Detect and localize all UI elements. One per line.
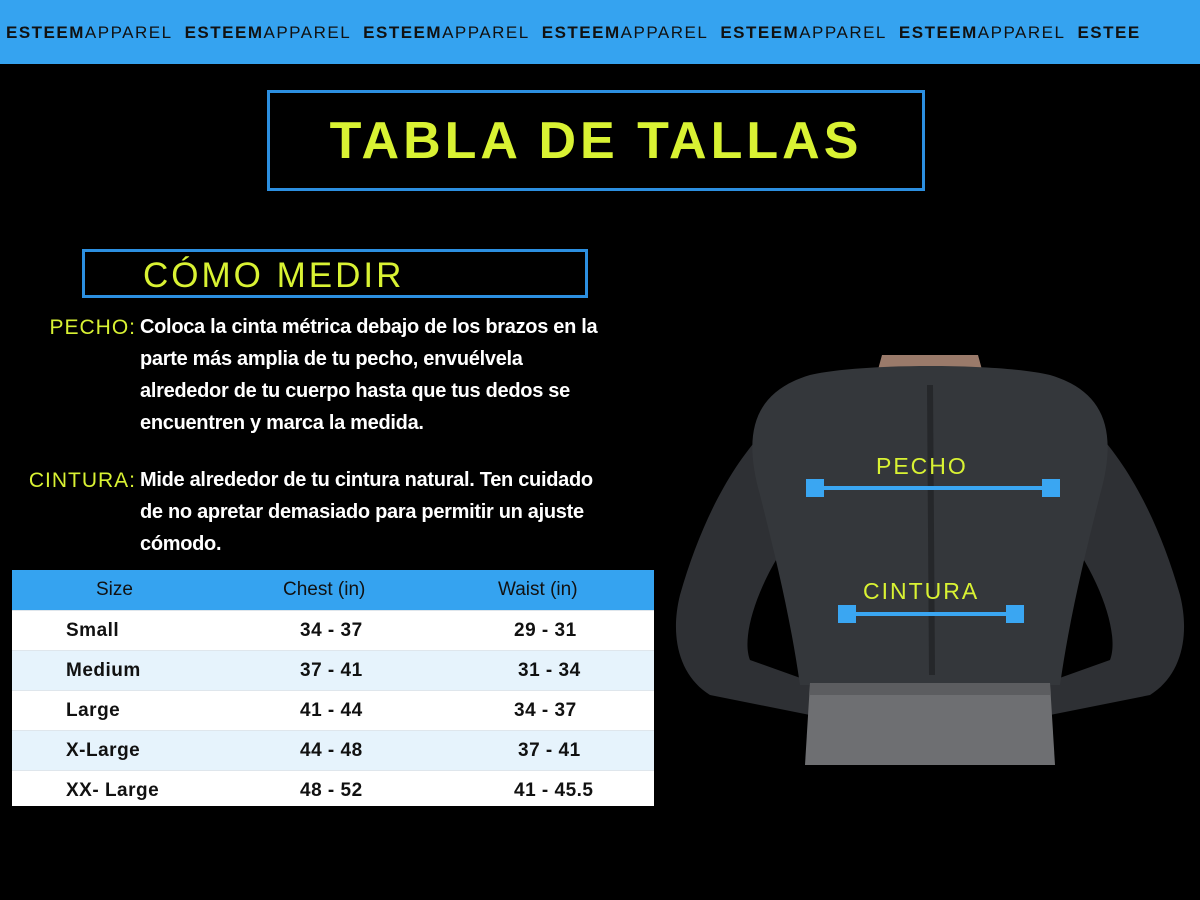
waist-instructions (140, 464, 593, 560)
model-figure (660, 355, 1200, 765)
brand-logo: ESTEEMAPPAREL (898, 23, 1066, 42)
cell-waist: 34 - 37 (514, 700, 577, 721)
brand-logo: ESTEEMAPPAREL (6, 23, 173, 42)
header-waist: Waist (in) (498, 579, 578, 600)
chest-line: parte más amplia de tu pecho, envuélvela (140, 348, 523, 370)
chest-measure-line (818, 486, 1050, 490)
brand-logo: ESTEEMAPPAREL (720, 23, 887, 42)
header-chest: Chest (in) (283, 579, 366, 600)
waist-measure-label: CINTURA: (28, 469, 136, 492)
cell-size: Small (66, 620, 120, 641)
cell-size: XX- Large (66, 780, 160, 801)
waist-line: de no apretar demasiado para permitir un ajuste (140, 501, 584, 523)
chest-marker-right (1042, 479, 1060, 497)
cell-size: Medium (66, 660, 141, 681)
waist-figure-label: CINTURA (863, 578, 980, 604)
table-row (12, 650, 654, 690)
waist-marker-left (838, 605, 856, 623)
how-to-frame (82, 249, 588, 298)
cell-chest: 37 - 41 (300, 660, 363, 681)
how-to-heading: CÓMO MEDIR (143, 256, 405, 295)
chest-instructions (140, 311, 597, 439)
cell-waist: 29 - 31 (514, 620, 577, 641)
cell-size: Large (66, 700, 121, 721)
page-title: TABLA DE TALLAS (329, 111, 863, 170)
cell-waist: 37 - 41 (518, 740, 581, 761)
table-row (12, 770, 654, 810)
waist-line: cómodo. (140, 533, 222, 555)
chest-measure-label: PECHO: (49, 316, 136, 339)
cell-waist: 41 - 45.5 (514, 780, 594, 801)
table-row (12, 690, 654, 730)
waist-measure-line (848, 612, 1016, 616)
cell-chest: 34 - 37 (300, 620, 363, 641)
header-size: Size (96, 579, 133, 600)
brand-logo: ESTEE (1077, 23, 1141, 42)
title-frame (267, 90, 925, 191)
brand-logo: ESTEEMAPPAREL (184, 23, 352, 42)
chest-marker-left (806, 479, 824, 497)
chest-line: Coloca la cinta métrica debajo de los brazos en la (140, 316, 598, 338)
compression-shirt-illustration (660, 355, 1200, 765)
chest-line: alrededor de tu cuerpo hasta que tus dedos se (140, 380, 570, 402)
brand-logo: ESTEEMAPPAREL (363, 23, 530, 42)
waist-line: Mide alrededor de tu cintura natural. Ten cuidado (140, 469, 593, 491)
cell-chest: 44 - 48 (300, 740, 363, 761)
chest-figure-label: PECHO (876, 453, 968, 479)
chest-line: encuentren y marca la medida. (140, 412, 424, 434)
waist-marker-right (1006, 605, 1024, 623)
table-header (12, 570, 654, 610)
cell-chest: 41 - 44 (300, 700, 363, 721)
table-row (12, 610, 654, 650)
brand-logo: ESTEEMAPPAREL (541, 23, 709, 42)
size-table (12, 570, 654, 806)
cell-size: X-Large (66, 740, 141, 761)
cell-chest: 48 - 52 (300, 780, 363, 801)
brand-banner (0, 0, 1200, 64)
cell-waist: 31 - 34 (518, 660, 581, 681)
table-row (12, 730, 654, 770)
